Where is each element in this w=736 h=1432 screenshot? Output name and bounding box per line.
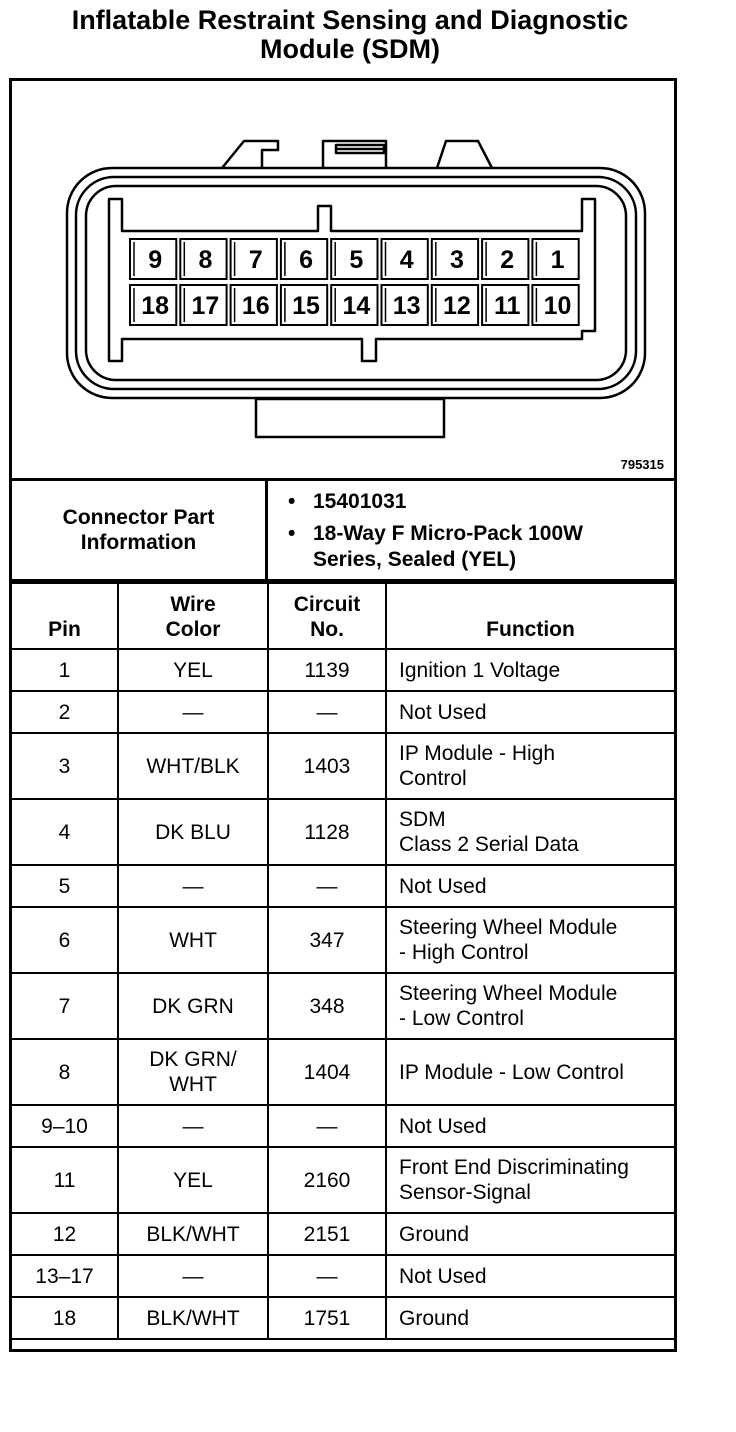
circuit-cell: 1751 (268, 1297, 386, 1339)
table-row (12, 1105, 674, 1147)
function-cell: Front End Discriminating Sensor-Signal (386, 1147, 674, 1213)
pin-number-label: 15 (292, 292, 320, 320)
wire-color-cell: DK GRN/ WHT (118, 1039, 268, 1105)
pin-cell: 8 (12, 1039, 118, 1105)
table-row (12, 733, 674, 799)
wire-color-cell: — (118, 1255, 268, 1297)
circuit-cell: 2160 (268, 1147, 386, 1213)
title-line-1: Inflatable Restraint Sensing and Diagnostic (71, 5, 629, 35)
table-row (12, 799, 674, 865)
function-cell: Steering Wheel Module - High Control (386, 907, 674, 973)
connector-description-line-1: 18-Way F Micro-Pack 100W (313, 522, 583, 545)
pin-cell: 5 (12, 865, 118, 907)
wire-color-cell: BLK/WHT (118, 1297, 268, 1339)
wire-color-cell: — (118, 865, 268, 907)
pin-cell: 9–10 (12, 1105, 118, 1147)
pin-number-label: 12 (443, 292, 471, 320)
table-header-row (12, 583, 674, 649)
function-cell: Not Used (386, 1255, 674, 1297)
pin-number-label: 11 (494, 292, 521, 320)
table-row (12, 973, 674, 1039)
connector-description-line-2: Series, Sealed (YEL) (313, 548, 517, 571)
pin-number-label: 3 (449, 246, 464, 274)
wire-color-cell: WHT (118, 907, 268, 973)
header-pin: Pin (12, 583, 118, 649)
function-cell: IP Module - Low Control (386, 1039, 674, 1105)
circuit-cell: 1139 (268, 649, 386, 691)
table-row (12, 1213, 674, 1255)
wire-color-cell: YEL (118, 649, 268, 691)
connector-part-information (12, 481, 674, 582)
wire-color-cell: DK BLU (118, 799, 268, 865)
table-row (12, 1147, 674, 1213)
circuit-cell: — (268, 691, 386, 733)
header-wire-color: Wire Color (118, 583, 268, 649)
bullet-icon: • (288, 522, 296, 545)
pin-number-label: 9 (148, 246, 163, 274)
function-cell: Steering Wheel Module - Low Control (386, 973, 674, 1039)
table-row (12, 649, 674, 691)
table-row (12, 691, 674, 733)
pin-number-label: 17 (191, 292, 220, 320)
pin-number-label: 16 (241, 292, 270, 320)
function-cell: IP Module - High Control (386, 733, 674, 799)
connector-info-label-line-2: Information (80, 531, 197, 554)
circuit-cell: 1128 (268, 799, 386, 865)
pin-grid (130, 239, 579, 325)
circuit-cell: 347 (268, 907, 386, 973)
wire-color-cell: YEL (118, 1147, 268, 1213)
table-row (12, 1255, 674, 1297)
pin-number-label: 6 (299, 246, 314, 274)
function-cell: Not Used (386, 1105, 674, 1147)
title-line-2: Module (SDM) (260, 34, 440, 64)
pin-number-label: 7 (248, 246, 263, 274)
table-row (12, 907, 674, 973)
function-cell: Ignition 1 Voltage (386, 649, 674, 691)
table-row (12, 865, 674, 907)
circuit-cell: 2151 (268, 1213, 386, 1255)
function-cell: SDM Class 2 Serial Data (386, 799, 674, 865)
table-row (12, 1297, 674, 1339)
table-row (12, 1039, 674, 1105)
circuit-cell: 1403 (268, 733, 386, 799)
part-number: 15401031 (313, 490, 407, 513)
header-function: Function (386, 583, 674, 649)
function-cell: Ground (386, 1297, 674, 1339)
circuit-cell: — (268, 865, 386, 907)
connector-info-list (288, 489, 668, 579)
pin-cell: 6 (12, 907, 118, 973)
pin-number-label: 5 (349, 246, 364, 274)
pin-cell: 18 (12, 1297, 118, 1339)
pin-number-label: 14 (342, 292, 371, 320)
pin-number-label: 1 (550, 246, 565, 274)
pin-cell: 2 (12, 691, 118, 733)
pin-number-label: 13 (392, 292, 421, 320)
wire-color-cell: WHT/BLK (118, 733, 268, 799)
bullet-icon: • (288, 490, 296, 513)
function-cell: Not Used (386, 865, 674, 907)
wire-color-cell: DK GRN (118, 973, 268, 1039)
part-number-item (288, 489, 668, 515)
pin-cell: 4 (12, 799, 118, 865)
connector-diagram (12, 81, 674, 481)
connector-face-drawing (12, 81, 674, 478)
circuit-cell: 348 (268, 973, 386, 1039)
pin-table-body (12, 649, 674, 1339)
pin-cell: 1 (12, 649, 118, 691)
pin-number-label: 18 (141, 292, 170, 320)
connector-description-item (288, 521, 668, 573)
connector-sheet (9, 78, 677, 1352)
figure-id: 795315 (620, 457, 664, 472)
pin-number-label: 2 (500, 246, 515, 274)
page-title (0, 6, 700, 64)
connector-info-label (12, 481, 268, 579)
pin-cell: 7 (12, 973, 118, 1039)
pin-cell: 12 (12, 1213, 118, 1255)
wire-color-cell: — (118, 1105, 268, 1147)
function-cell: Ground (386, 1213, 674, 1255)
circuit-cell: 1404 (268, 1039, 386, 1105)
wire-color-cell: BLK/WHT (118, 1213, 268, 1255)
connector-info-label-line-1: Connector Part (62, 506, 215, 529)
circuit-cell: — (268, 1105, 386, 1147)
pin-cell: 3 (12, 733, 118, 799)
wire-color-cell: — (118, 691, 268, 733)
pin-number-label: 10 (543, 292, 572, 320)
pin-cell: 13–17 (12, 1255, 118, 1297)
circuit-cell: — (268, 1255, 386, 1297)
pin-table (12, 582, 674, 1340)
pin-cell: 11 (12, 1147, 118, 1213)
header-circuit-no: Circuit No. (268, 583, 386, 649)
function-cell: Not Used (386, 691, 674, 733)
pin-number-label: 4 (399, 246, 414, 274)
pin-number-label: 8 (198, 246, 213, 274)
